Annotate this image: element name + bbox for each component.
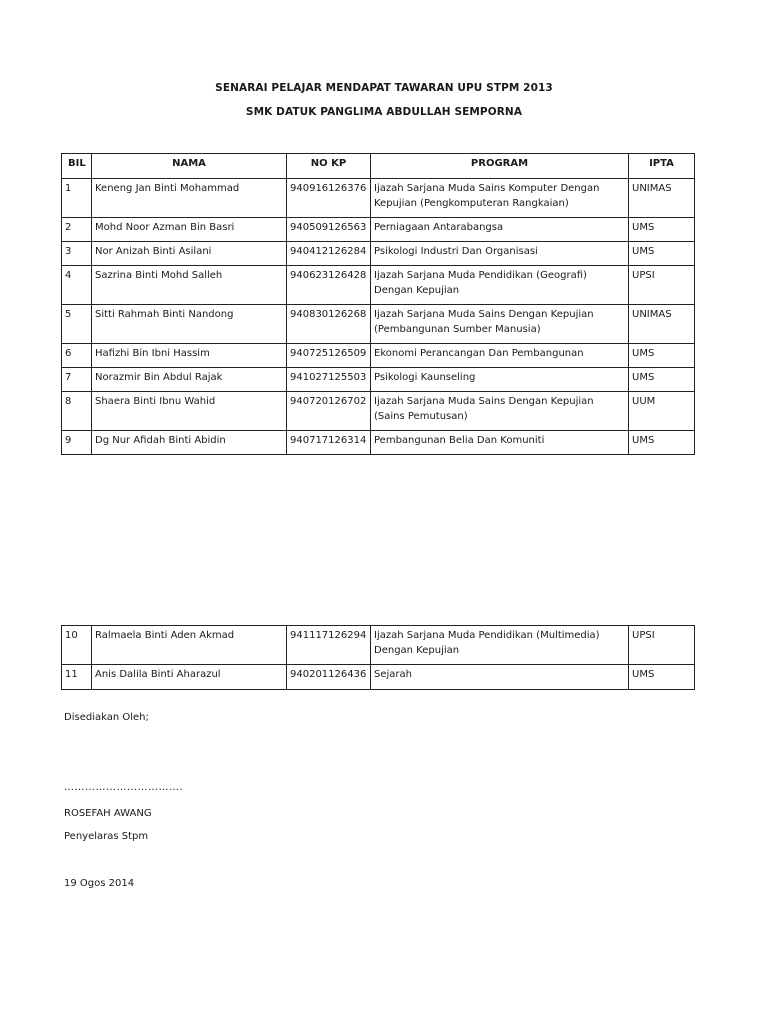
cell-nama: Hafizhi Bin Ibni Hassim	[92, 344, 287, 368]
cell-no-kp: 940830126268	[287, 305, 371, 344]
cell-nama: Nor Anizah Binti Asilani	[92, 242, 287, 266]
table-row	[62, 218, 695, 242]
table-row	[62, 392, 695, 431]
cell-no-kp: 940720126702	[287, 392, 371, 431]
cell-no-kp: 940509126563	[287, 218, 371, 242]
cell-ipta: UMS	[629, 242, 695, 266]
document-title: SENARAI PELAJAR MENDAPAT TAWARAN UPU STPM 2013	[215, 82, 553, 94]
table-row	[62, 266, 695, 305]
cell-nama: Mohd Noor Azman Bin Basri	[92, 218, 287, 242]
cell-program: Ijazah Sarjana Muda Sains Dengan Kepujian (Sains Pemutusan)	[371, 392, 629, 431]
table-row	[62, 431, 695, 455]
cell-bil: 8	[62, 392, 92, 431]
signature-line: …………………………….	[64, 782, 184, 793]
table-row	[62, 368, 695, 392]
cell-bil: 9	[62, 431, 92, 455]
cell-bil: 3	[62, 242, 92, 266]
cell-nama: Shaera Binti Ibnu Wahid	[92, 392, 287, 431]
cell-bil: 4	[62, 266, 92, 305]
cell-program: Pembangunan Belia Dan Komuniti	[371, 431, 629, 455]
cell-ipta: UMS	[629, 368, 695, 392]
cell-no-kp: 940623126428	[287, 266, 371, 305]
cell-program: Ijazah Sarjana Muda Sains Komputer Dengan Kepujian (Pengkomputeran Rangkaian)	[371, 179, 629, 218]
cell-ipta: UMS	[629, 344, 695, 368]
cell-nama: Ralmaela Binti Aden Akmad	[92, 626, 287, 665]
student-offer-table	[61, 153, 695, 455]
cell-program: Psikologi Industri Dan Organisasi	[371, 242, 629, 266]
signer-role: Penyelaras Stpm	[64, 831, 149, 842]
signer-name: ROSEFAH AWANG	[64, 808, 152, 819]
cell-no-kp: 940201126436	[287, 665, 371, 690]
cell-bil: 5	[62, 305, 92, 344]
prepared-by-label: Disediakan Oleh;	[64, 712, 149, 723]
cell-nama: Sitti Rahmah Binti Nandong	[92, 305, 287, 344]
cell-bil: 6	[62, 344, 92, 368]
table-row	[62, 305, 695, 344]
table-row	[62, 665, 695, 690]
cell-nama: Sazrina Binti Mohd Salleh	[92, 266, 287, 305]
header-program: PROGRAM	[371, 154, 629, 179]
student-offer-table-continued	[61, 625, 695, 690]
cell-nama: Anis Dalila Binti Aharazul	[92, 665, 287, 690]
cell-nama: Norazmir Bin Abdul Rajak	[92, 368, 287, 392]
cell-bil: 7	[62, 368, 92, 392]
header-ipta: IPTA	[629, 154, 695, 179]
header-nama: NAMA	[92, 154, 287, 179]
cell-ipta: UNIMAS	[629, 305, 695, 344]
cell-no-kp: 940717126314	[287, 431, 371, 455]
cell-ipta: UMS	[629, 218, 695, 242]
cell-program: Ekonomi Perancangan Dan Pembangunan	[371, 344, 629, 368]
cell-no-kp: 941027125503	[287, 368, 371, 392]
cell-program: Ijazah Sarjana Muda Pendidikan (Multimedia) Dengan Kepujian	[371, 626, 629, 665]
table-row	[62, 242, 695, 266]
cell-bil: 10	[62, 626, 92, 665]
cell-ipta: UMS	[629, 665, 695, 690]
cell-ipta: UUM	[629, 392, 695, 431]
cell-program: Ijazah Sarjana Muda Pendidikan (Geografi) Dengan Kepujian	[371, 266, 629, 305]
table-row	[62, 179, 695, 218]
cell-no-kp: 940725126509	[287, 344, 371, 368]
cell-bil: 2	[62, 218, 92, 242]
cell-no-kp: 940916126376	[287, 179, 371, 218]
header-bil: BIL	[62, 154, 92, 179]
cell-ipta: UPSI	[629, 266, 695, 305]
header-no-kp: NO KP	[287, 154, 371, 179]
cell-bil: 11	[62, 665, 92, 690]
table-row	[62, 626, 695, 665]
cell-no-kp: 940412126284	[287, 242, 371, 266]
cell-ipta: UMS	[629, 431, 695, 455]
cell-no-kp: 941117126294	[287, 626, 371, 665]
table-header-row	[62, 154, 695, 179]
cell-program: Perniagaan Antarabangsa	[371, 218, 629, 242]
cell-program: Psikologi Kaunseling	[371, 368, 629, 392]
school-name: SMK DATUK PANGLIMA ABDULLAH SEMPORNA	[245, 106, 523, 118]
cell-ipta: UPSI	[629, 626, 695, 665]
document-date: 19 Ogos 2014	[64, 878, 135, 889]
cell-bil: 1	[62, 179, 92, 218]
cell-nama: Dg Nur Afidah Binti Abidin	[92, 431, 287, 455]
cell-program: Ijazah Sarjana Muda Sains Dengan Kepujian (Pembangunan Sumber Manusia)	[371, 305, 629, 344]
table-row	[62, 344, 695, 368]
cell-ipta: UNIMAS	[629, 179, 695, 218]
cell-nama: Keneng Jan Binti Mohammad	[92, 179, 287, 218]
cell-program: Sejarah	[371, 665, 629, 690]
